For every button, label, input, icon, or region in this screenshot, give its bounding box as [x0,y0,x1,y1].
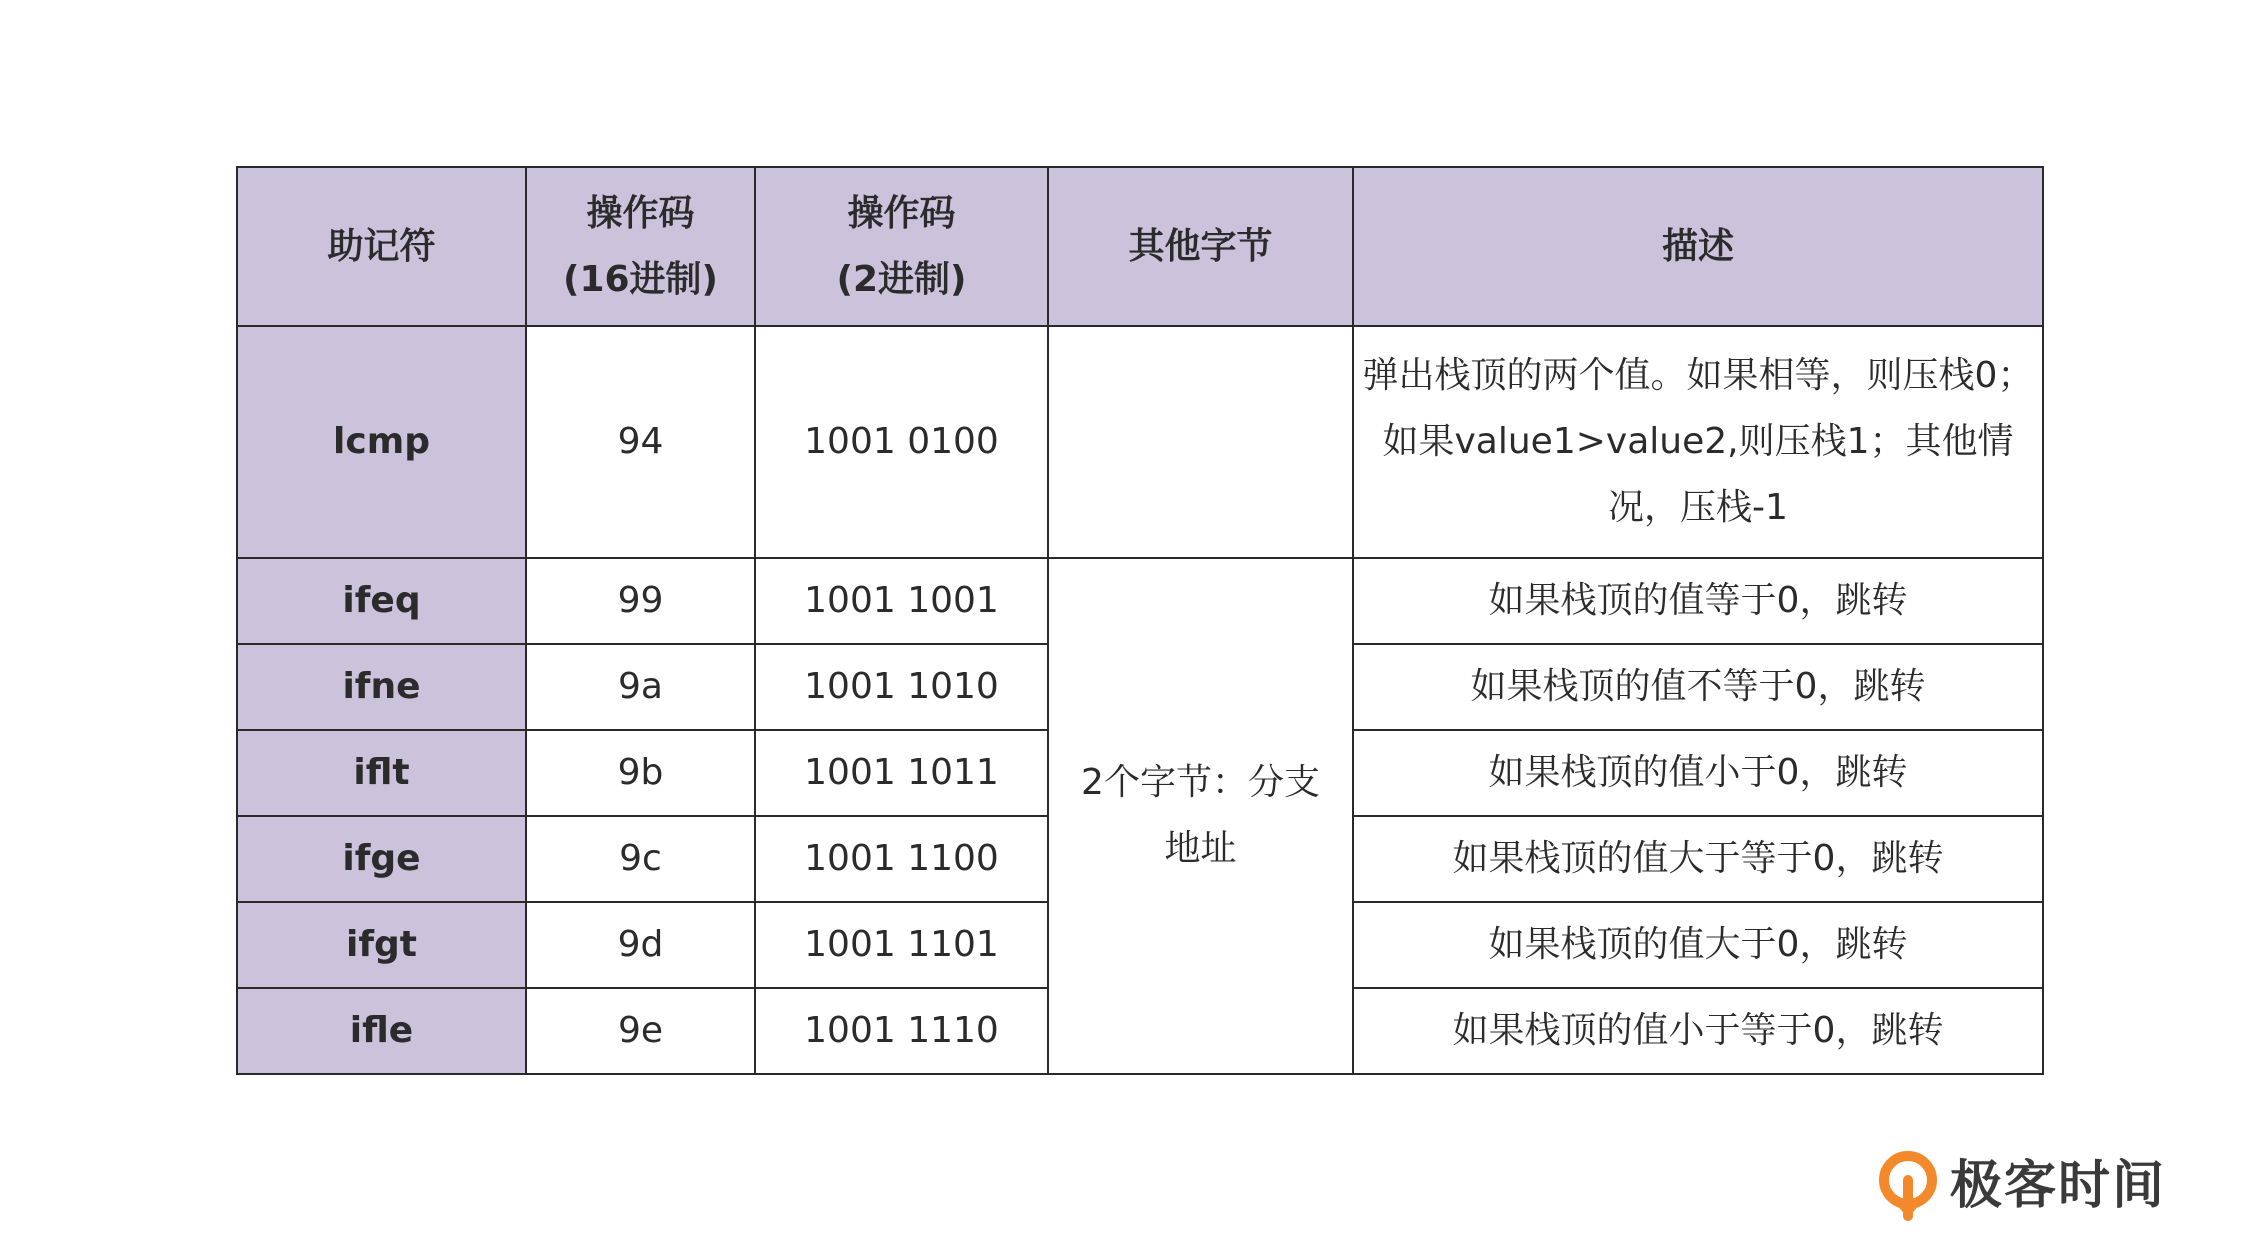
bytecode-table [236,166,2044,1075]
hex-cell: 9b [526,730,755,816]
bin-cell: 1001 1010 [755,644,1048,730]
geektime-logo-text: 极客时间 [1950,1156,2167,1216]
description-cell: 如果栈顶的值不等于0，跳转 [1353,644,2043,730]
mnemonic-cell: ifgt [237,902,526,988]
bin-cell: 1001 1101 [755,902,1048,988]
header-mnemonic: 助记符 [237,167,526,326]
bin-cell: 1001 1110 [755,988,1048,1074]
description-cell: 弹出栈顶的两个值。如果相等，则压栈0；如果value1>value2,则压栈1；其他情况，压栈-1 [1353,326,2043,558]
description-cell: 如果栈顶的值小于等于0，跳转 [1353,988,2043,1074]
hex-cell: 9c [526,816,755,902]
description-cell: 如果栈顶的值大于0，跳转 [1353,902,2043,988]
mnemonic-cell: iflt [237,730,526,816]
hex-cell: 9a [526,644,755,730]
mnemonic-cell: ifle [237,988,526,1074]
hex-cell: 9e [526,988,755,1074]
description-cell: 如果栈顶的值大于等于0，跳转 [1353,816,2043,902]
mnemonic-cell: ifeq [237,558,526,644]
bin-cell: 1001 1100 [755,816,1048,902]
mnemonic-cell: ifge [237,816,526,902]
other-bytes-cell [1048,326,1353,558]
description-cell: 如果栈顶的值等于0，跳转 [1353,558,2043,644]
header-opcode-hex: 操作码 (16进制) [526,167,755,326]
mnemonic-cell: ifne [237,644,526,730]
bin-cell: 1001 1001 [755,558,1048,644]
geektime-logo-icon [1876,1150,1940,1222]
bin-cell: 1001 0100 [755,326,1048,558]
branch-other-bytes-cell: 2个字节：分支地址 [1048,558,1353,1074]
hex-cell: 99 [526,558,755,644]
header-description: 描述 [1353,167,2043,326]
geektime-logo [1876,1148,2166,1224]
bin-cell: 1001 1011 [755,730,1048,816]
table-row [237,326,2043,558]
table-header-row [237,167,2043,326]
mnemonic-cell: lcmp [237,326,526,558]
hex-cell: 9d [526,902,755,988]
description-cell: 如果栈顶的值小于0，跳转 [1353,730,2043,816]
header-other-bytes: 其他字节 [1048,167,1353,326]
hex-cell: 94 [526,326,755,558]
header-opcode-bin: 操作码 (2进制) [755,167,1048,326]
table-row [237,558,2043,644]
